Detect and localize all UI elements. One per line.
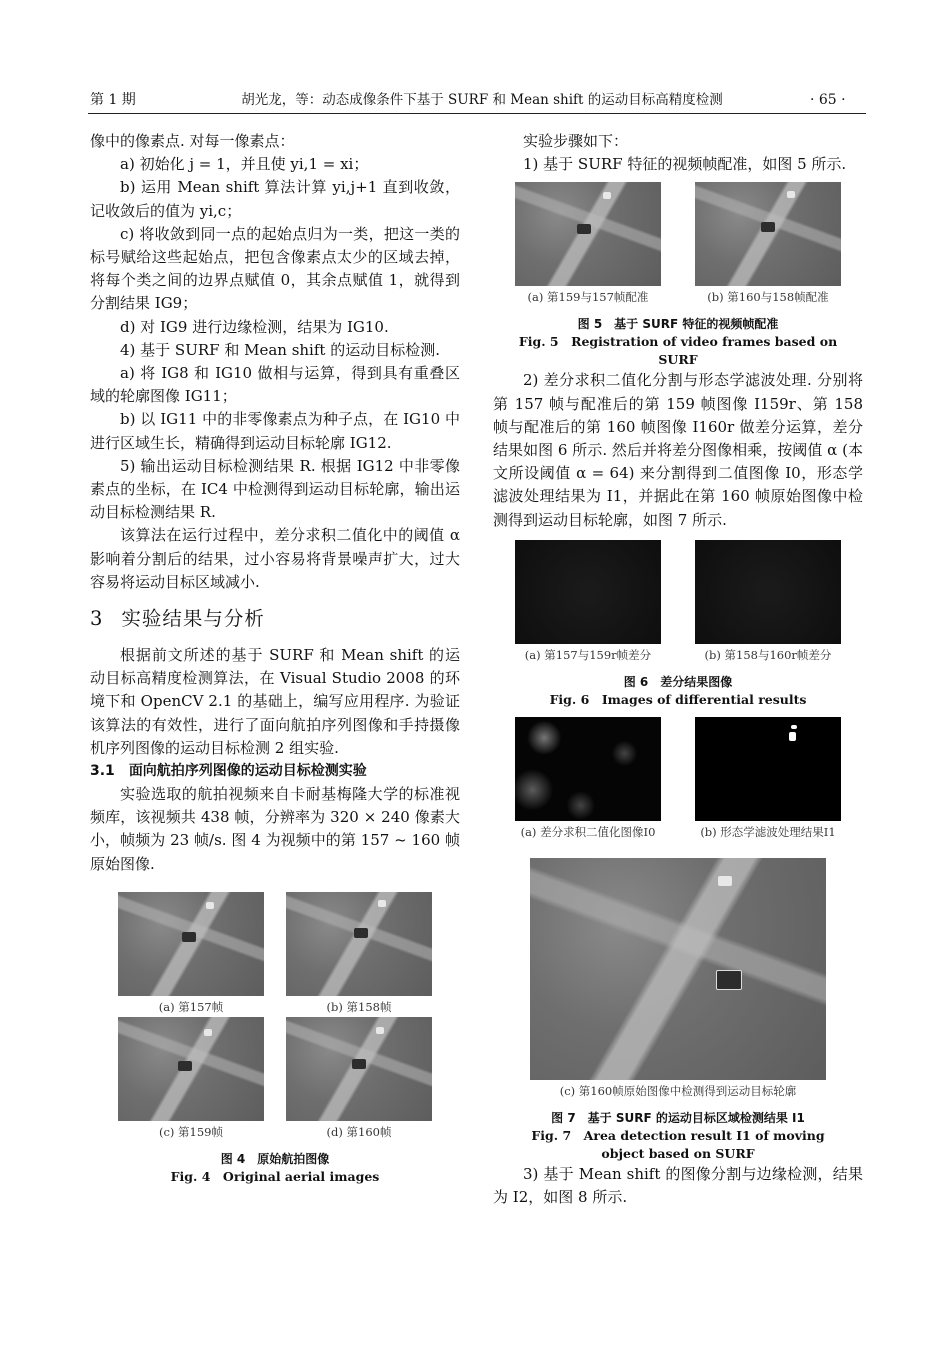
fig6-caption-a: (a) 第157与159r帧差分 (524, 647, 652, 662)
section-3-paragraph: 根据前文所述的基于 SURF 和 Mean shift 的运动目标高精度检测算法，在 Visual Studio 2008 的环境下和 OpenCV 2.1 的基础上，编写应用程序. 为验证该算法的有效性，进行了面向航拍序列图像和手持摄像机序列图像的运动目标检测 2 组实验. (90, 646, 460, 757)
fig4-caption-a: (a) 第157帧 (158, 999, 224, 1014)
left-p3: c) 将收敛到同一点的起始点归为一类，把这一类的标号赋给这些起始点，把包含像素点太少的区域去掉，将每个类之间的边界点赋值 0，其余点赋值 1，就得到分割结果 IG9； (90, 224, 460, 313)
header-page: · 65 · (810, 92, 846, 108)
header-rule (88, 113, 866, 114)
fig4-caption-b: (b) 第158帧 (326, 999, 392, 1014)
left-p5: 4) 基于 SURF 和 Mean shift 的运动目标检测. (120, 340, 440, 359)
right-column (493, 130, 863, 1209)
fig4-panel-b (286, 892, 432, 1015)
fig7-image-b (695, 717, 841, 821)
left-p8: 5) 输出运动目标检测结果 R. 根据 IG12 中非零像素点的坐标，在 IC4 中检测得到运动目标轮廓，输出运动目标检测结果 R. (90, 456, 460, 522)
fig5-caption-b: (b) 第160与158帧配准 (707, 290, 829, 305)
header-title: 胡光龙，等：动态成像条件下基于 SURF 和 Mean shift 的运动目标高精度检测 (241, 92, 723, 108)
fig5-caption-cn: 图 5 基于 SURF 特征的视频帧配准 (577, 317, 779, 332)
fig4-panel-c (118, 1017, 264, 1140)
fig7-caption-c: (c) 第160帧原始图像中检测得到运动目标轮廓 (559, 1083, 797, 1098)
fig7-panel-a (515, 717, 661, 840)
fig4-image-b (286, 892, 432, 996)
fig7-caption-a: (a) 差分求积二值化图像I0 (520, 824, 656, 839)
fig4-caption-d: (d) 第160帧 (326, 1124, 392, 1139)
fig5-caption-a: (a) 第159与157帧配准 (527, 290, 649, 305)
fig6-image-a (515, 540, 661, 644)
fig6-caption-en: Fig. 6 Images of differential results (549, 691, 807, 707)
section-3-number: 3 (90, 607, 104, 631)
right-step1: 1) 基于 SURF 特征的视频帧配准，如图 5 所示. (523, 155, 847, 174)
figure-4 (90, 892, 460, 1186)
left-p7: b) 以 IG11 中的非零像素点为种子点，在 IG10 中进行区域生长，精确得到运动目标轮廓 IG12. (90, 410, 460, 452)
subsection-3-1-title: 面向航拍序列图像的运动目标检测实验 (128, 763, 367, 780)
left-p0: 像中的像素点. 对每一像素点： (90, 132, 295, 150)
figure-5 (493, 182, 863, 369)
fig4-panel-a (118, 892, 264, 1015)
fig6-panel-a (515, 540, 661, 663)
fig7-panel-b (695, 717, 841, 840)
fig7-image-a (515, 717, 661, 821)
fig7-image-c (530, 858, 826, 1080)
right-step3: 3) 基于 Mean shift 的图像分割与边缘检测，结果为 I2，如图 8 所示. (493, 1164, 863, 1207)
right-step2: 2) 差分求积二值化分割与形态学滤波处理. 分别将第 157 帧与配准后的第 159 帧图像 I159r、第 158 帧与配准后的第 160 帧图像 I160r 做差分运算，差分结果如图 6 所示. 然后并将差分图像相乘，按阈值 α (本文所设阈值 α = 64) 来分割得到二值图像 I0，形态学滤波处理结果为 I1，并据此在第 160 帧原始图像中检测得到运动目标轮廓，如图 7 所示. (493, 371, 863, 529)
subsection-3-1-paragraph: 实验选取的航拍视频来自卡耐基梅隆大学的标准视频库，该视频共 438 帧，分辨率为 320 × 240 像素大小，帧频为 23 帧/s. 图 4 为视频中的第 157 ~ 160 帧原始图像. (90, 785, 460, 873)
left-p1: a) 初始化 j = 1，并且使 yi,1 = xi； (120, 155, 369, 174)
left-column (90, 130, 460, 1186)
left-p6: a) 将 IG8 和 IG10 做相与运算，得到具有重叠区域的轮廓图像 IG11； (90, 364, 460, 406)
fig6-image-b (695, 540, 841, 644)
fig4-caption-cn: 图 4 原始航拍图像 (220, 1151, 330, 1166)
fig6-caption-cn: 图 6 差分结果图像 (623, 674, 733, 689)
fig4-image-d (286, 1017, 432, 1121)
fig4-caption-c: (c) 第159帧 (158, 1124, 224, 1139)
left-p2: b) 运用 Mean shift 算法计算 yi,j+1 直到收敛，记收敛后的值为 yi,c； (90, 178, 460, 220)
figure-7 (493, 717, 863, 1163)
fig5-caption-en: Fig. 5 Registration of video frames based on SURF (518, 334, 838, 368)
fig4-image-a (118, 892, 264, 996)
left-p9: 该算法在运行过程中，差分求积二值化中的阈值 α 影响着分割后的结果，过小容易将背景噪声扩大，过大容易将运动目标区域减小. (90, 526, 460, 591)
subsection-3-1-number: 3.1 (90, 763, 115, 780)
left-p4: d) 对 IG9 进行边缘检测，结果为 IG10. (120, 317, 389, 336)
fig5-image-b (695, 182, 841, 286)
fig4-caption-en: Fig. 4 Original aerial images (170, 1168, 380, 1184)
figure-6 (493, 540, 863, 709)
fig4-image-c (118, 1017, 264, 1121)
fig5-panel-b (695, 182, 841, 305)
subsection-3-1-heading (90, 760, 460, 783)
section-3-title: 实验结果与分析 (121, 607, 265, 631)
fig7-panel-c (515, 858, 841, 1099)
header-issue: 第 1 期 (90, 92, 136, 108)
fig6-panel-b (695, 540, 841, 663)
fig5-image-a (515, 182, 661, 286)
fig7-caption-en: Fig. 7 Area detection result I1 of moving object based on SURF (531, 1127, 825, 1161)
fig7-caption-b: (b) 形态学滤波处理结果I1 (700, 824, 836, 839)
fig7-caption-cn: 图 7 基于 SURF 的运动目标区域检测结果 I1 (551, 1110, 805, 1125)
right-intro: 实验步骤如下： (523, 132, 629, 150)
fig4-panel-d (286, 1017, 432, 1140)
fig6-caption-b: (b) 第158与160r帧差分 (704, 647, 832, 662)
section-3-heading (90, 607, 460, 631)
fig5-panel-a (515, 182, 661, 305)
